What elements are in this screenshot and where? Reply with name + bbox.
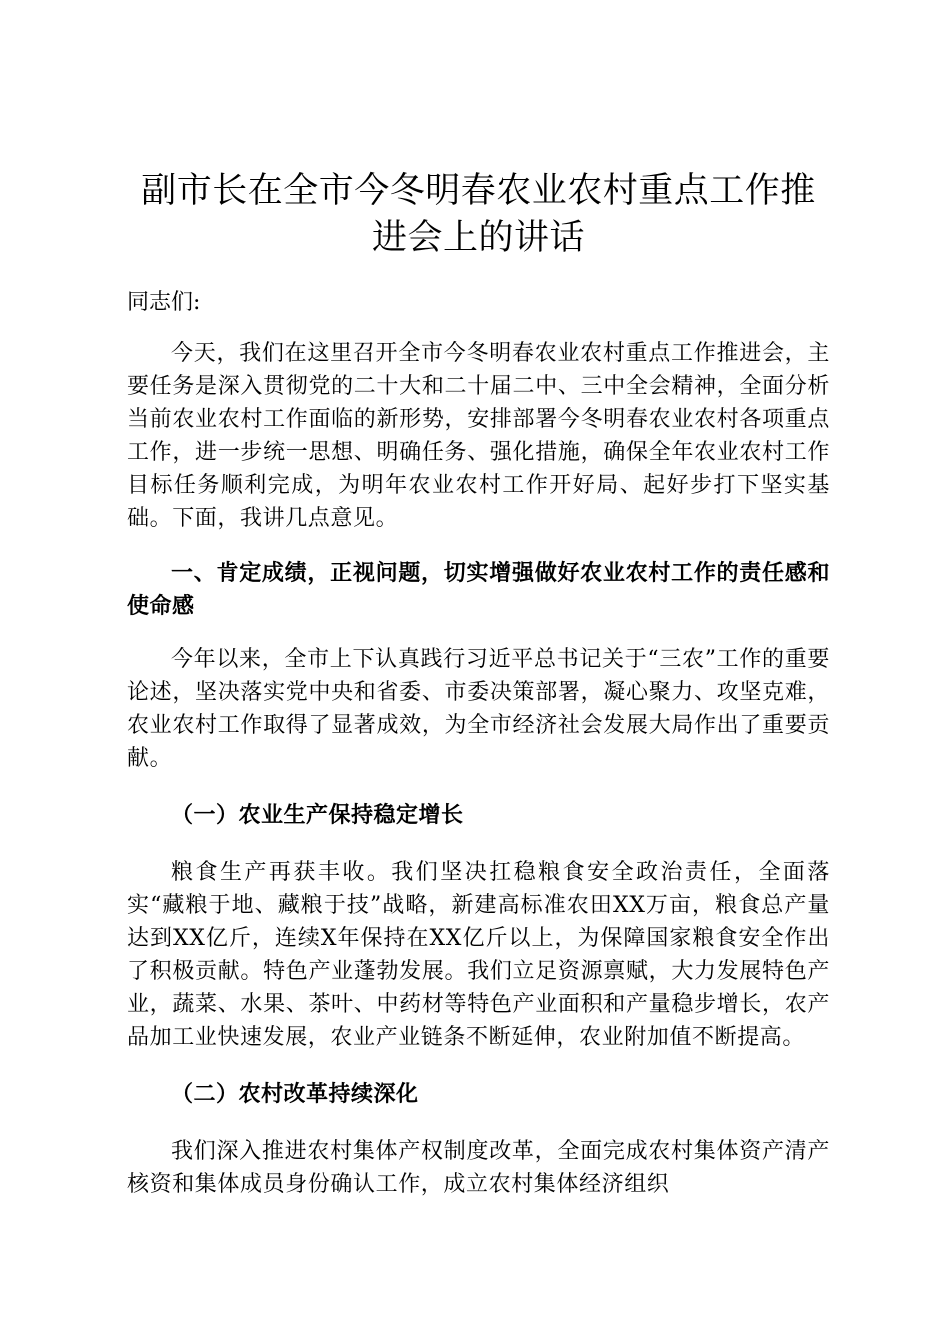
subsection-1-paragraph: 粮食生产再获丰收。我们坚决扛稳粮食安全政治责任，全面落实“藏粮于地、藏粮于技”战略，新建高标准农田XX万亩，粮食总产量达到XX亿斤，连续X年保持在XX亿斤以上，为保障国家粮食安全作出了积极贡献。特色产业蓬勃发展。我们立足资源禀赋，大力发展特色产业，蔬菜、水果、茶叶、中药材等特色产业面积和产量稳步增长，农产品加工业快速发展，农业产业链条不断延伸，农业附加值不断提高。 [127, 860, 830, 1050]
document-title: 副市长在全市今冬明春农业农村重点工作推进会上的讲话 [141, 171, 816, 258]
section-heading-1: 一、肯定成绩，正视问题，切实增强做好农业农村工作的责任感和使命感 [127, 561, 830, 619]
subsection-heading-1: （一）农业生产保持稳定增长 [171, 803, 464, 828]
intro-paragraph: 今天，我们在这里召开全市今冬明春农业农村重点工作推进会，主要任务是深入贯彻党的二十大和二十届二中、三中全会精神，全面分析当前农业农村工作面临的新形势，安排部署今冬明春农业农村各项重点工作，进一步统一思想、明确任务、强化措施，确保全年农业农村工作目标任务顺利完成，为明年农业农村工作开好局、起好步打下坚实基础。下面，我讲几点意见。 [127, 341, 830, 531]
salutation: 同志们: [127, 290, 201, 315]
subsection-heading-2: （二）农村改革持续深化 [171, 1082, 419, 1107]
document-page [127, 168, 830, 1201]
section-1-paragraph: 今年以来，全市上下认真践行习近平总书记关于“三农”工作的重要论述，坚决落实党中央和省委、市委决策部署，凝心聚力、攻坚克难，农业农村工作取得了显著成效，为全市经济社会发展大局作出了重要贡献。 [127, 647, 830, 771]
subsection-2-paragraph: 我们深入推进农村集体产权制度改革，全面完成农村集体资产清产核资和集体成员身份确认工作，成立农村集体经济组织 [127, 1139, 830, 1197]
